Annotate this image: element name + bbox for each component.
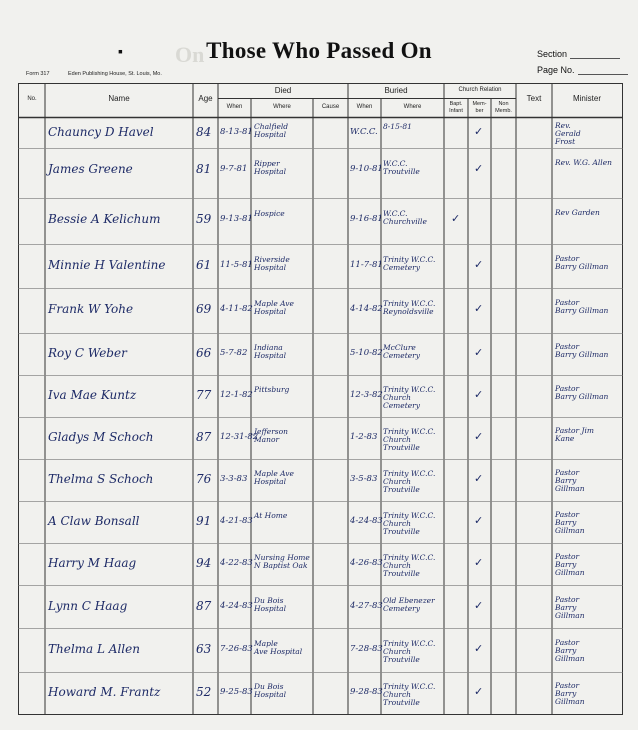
entry-buried-where: Trinity W.C.C. Church Troutville xyxy=(383,427,436,452)
entry-died-when: 12-31-82 xyxy=(220,432,259,442)
entry-minister: Rev. Gerald Frost xyxy=(555,121,581,146)
header-non-member: Non Memb. xyxy=(495,101,512,114)
entry-minister: Rev. W.G. Allen xyxy=(555,158,612,167)
entry-buried-when: 9-10-81 xyxy=(350,164,383,174)
entry-name: Thelma L Allen xyxy=(48,642,140,656)
entry-minister: Pastor Barry Gillman xyxy=(555,342,609,359)
entry-buried-where: McClure Cemetery xyxy=(383,343,421,360)
entry-died-where: Maple Ave Hospital xyxy=(254,639,303,656)
entry-name: Howard M. Frantz xyxy=(48,685,161,699)
header-bapt-infant: Bapt. Infant xyxy=(449,101,463,114)
entry-buried-when: W.C.C. xyxy=(350,127,378,137)
entry-member-check: ✓ xyxy=(474,472,484,485)
entry-age: 87 xyxy=(196,598,212,613)
header-text: Text xyxy=(526,94,542,103)
entry-age: 87 xyxy=(196,430,212,444)
entry-age: 63 xyxy=(196,642,212,656)
header-minister: Minister xyxy=(572,94,601,103)
entry-name: Gladys M Schoch xyxy=(48,430,154,444)
entry-member-check: ✓ xyxy=(474,685,484,698)
entry-member-check: ✓ xyxy=(474,514,484,527)
entry-name: Minnie H Valentine xyxy=(48,258,166,272)
entry-buried-when: 4-27-83 xyxy=(350,600,383,611)
entry-name: Frank W Yohe xyxy=(48,302,134,316)
bleed-through-text: On xyxy=(175,42,205,67)
entry-buried-where: 8-15-81 xyxy=(383,122,412,131)
entry-died-when: 11-5-81 xyxy=(220,260,253,270)
header-cause: Cause xyxy=(321,104,340,110)
entry-buried-where: Trinity W.C.C. Church Cemetery xyxy=(383,385,436,410)
entry-buried-where: Trinity W.C.C. Church Troutville xyxy=(383,511,436,536)
entry-minister: Pastor Barry Gillman xyxy=(555,638,585,663)
header-died-where: Where xyxy=(273,104,291,110)
entry-died-when: 3-3-83 xyxy=(220,474,248,484)
entry-member-check: ✓ xyxy=(474,162,484,175)
entry-name: Harry M Haag xyxy=(48,556,137,570)
entry-buried-where: Trinity W.C.C. Church Troutville xyxy=(383,682,436,707)
entry-died-where: Du Bois Hospital xyxy=(254,595,286,613)
entry-buried-when: 1-2-83 xyxy=(350,432,378,442)
entry-died-where: Maple Ave Hospital xyxy=(254,469,294,486)
entry-member-check: ✓ xyxy=(474,302,484,315)
entry-minister: Pastor Barry Gillman xyxy=(555,510,585,535)
entry-died-when: 4-21-83 xyxy=(220,516,253,526)
entry-buried-when: 3-5-83 xyxy=(350,474,378,484)
entry-buried-when: 12-3-82 xyxy=(350,390,383,400)
page-title: Those Who Passed On xyxy=(206,38,432,63)
entry-died-when: 12-1-82 xyxy=(220,390,253,400)
entry-minister: Pastor Barry Gillman xyxy=(555,552,585,577)
entry-died-when: 8-13-81 xyxy=(220,127,253,137)
entry-minister: Pastor Barry Gillman xyxy=(555,594,585,620)
header-buried: Buried xyxy=(384,86,408,95)
entry-minister: Pastor Barry Gillman xyxy=(555,254,609,271)
entry-age: 76 xyxy=(196,472,212,486)
entry-name: Roy C Weber xyxy=(48,346,127,360)
entry-name: Chauncy D Havel xyxy=(48,125,154,139)
entry-member-check: ✓ xyxy=(474,125,484,138)
entry-buried-when: 4-26-83 xyxy=(350,558,383,568)
entry-age: 77 xyxy=(196,388,212,402)
entry-died-where: At Home xyxy=(254,511,288,520)
entry-name: Iva Mae Kuntz xyxy=(48,388,137,402)
entry-died-where: Du Bois Hospital xyxy=(254,682,286,699)
entry-died-when: 9-13-81 xyxy=(220,214,253,224)
entry-name: Lynn C Haag xyxy=(48,598,128,613)
entry-buried-when: 9-28-83 xyxy=(350,687,383,697)
entry-minister: Pastor Barry Gillman xyxy=(555,468,585,493)
header-buried-where: Where xyxy=(403,104,422,110)
entry-buried-when: 4-14-82 xyxy=(350,304,383,314)
entry-buried-where: Trinity W.C.C. Church Troutville xyxy=(383,469,436,494)
entry-member-check: ✓ xyxy=(474,642,484,655)
entry-died-where: Jefferson Manor xyxy=(254,427,288,444)
entry-buried-where: Old Ebenezer Cemetery xyxy=(383,595,435,613)
entry-age: 59 xyxy=(196,212,212,226)
entry-member-check: ✓ xyxy=(474,346,484,359)
header-member: Mem- ber xyxy=(472,101,487,114)
entry-name: Bessie A Kelichum xyxy=(48,212,161,226)
entry-died-when: 4-22-83 xyxy=(220,558,253,568)
entry-minister: Pastor Barry Gillman xyxy=(555,681,585,706)
entry-buried-where: Trinity W.C.C. Cemetery xyxy=(383,255,436,272)
entry-buried-when: 4-24-83 xyxy=(350,516,383,526)
entry-died-when: 4-11-82 xyxy=(220,304,253,314)
entry-died-when: 7-26-83 xyxy=(220,644,253,654)
entry-member-check: ✓ xyxy=(474,556,484,569)
entry-name: James Greene xyxy=(48,162,133,176)
entry-died-where: Maple Ave Hospital xyxy=(254,299,294,316)
page-dot: ▪ xyxy=(118,45,123,60)
entry-name: Thelma S Schoch xyxy=(48,472,154,486)
entry-age: 84 xyxy=(196,125,212,139)
header-died: Died xyxy=(274,86,292,95)
entry-age: 81 xyxy=(196,162,212,176)
entry-minister: Pastor Barry Gillman xyxy=(555,384,609,401)
form-number: Form 317 xyxy=(26,71,50,77)
entry-age: 91 xyxy=(196,514,212,528)
entry-died-when: 5-7-82 xyxy=(220,348,248,358)
entry-buried-where: W.C.C. Churchville xyxy=(383,209,427,226)
entry-age: 66 xyxy=(196,346,212,360)
entry-buried-when: 7-28-83 xyxy=(350,644,383,654)
entry-died-when: 9-25-83 xyxy=(220,687,253,697)
entry-age: 94 xyxy=(196,556,212,570)
entry-bapt-check: ✓ xyxy=(451,212,461,225)
entry-age: 61 xyxy=(196,258,212,272)
entry-buried-where: Trinity W.C.C. Church Troutville xyxy=(383,639,436,664)
section-label: Section xyxy=(537,49,568,59)
entry-member-check: ✓ xyxy=(474,388,484,401)
entry-buried-when: 5-10-82 xyxy=(350,348,383,358)
entry-age: 52 xyxy=(196,685,212,699)
entry-member-check: ✓ xyxy=(474,430,484,443)
entry-died-where: Indiana Hospital xyxy=(254,343,286,360)
entry-name: A Claw Bonsall xyxy=(48,514,140,528)
publisher: Eden Publishing House, St. Louis, Mo. xyxy=(68,71,162,77)
entry-died-where: Chalfield Hospital xyxy=(254,122,289,139)
entry-minister: Rev Garden xyxy=(555,208,600,217)
entry-age: 69 xyxy=(196,302,212,316)
header-died-when: When xyxy=(226,104,243,110)
entry-member-check: ✓ xyxy=(474,598,484,612)
entry-died-where: Riverside Hospital xyxy=(254,255,290,272)
header-age: Age xyxy=(198,94,213,103)
entry-buried-when: 9-16-81 xyxy=(350,214,383,224)
entry-minister: Pastor Jim Kane xyxy=(555,426,595,443)
entry-minister: Pastor Barry Gillman xyxy=(555,298,609,315)
header-buried-when: When xyxy=(356,104,373,110)
entry-buried-when: 11-7-81 xyxy=(350,260,383,270)
entry-died-when: 4-24-83 xyxy=(220,600,253,611)
header-no: No. xyxy=(27,96,37,102)
entry-member-check: ✓ xyxy=(474,258,484,271)
entry-died-where: Ripper Hospital xyxy=(254,159,286,176)
entry-died-where: Pittsburg xyxy=(254,385,290,394)
entry-died-when: 9-7-81 xyxy=(220,164,248,174)
entry-buried-where: Trinity W.C.C. Reynoldsville xyxy=(383,299,436,316)
entry-buried-where: W.C.C. Troutville xyxy=(383,159,420,176)
header-church-relation: Church Relation xyxy=(458,87,502,93)
entry-buried-where: Trinity W.C.C. Church Troutville xyxy=(383,553,436,578)
header-name: Name xyxy=(108,94,130,103)
entry-died-where: Nursing Home N Baptist Oak xyxy=(254,553,310,570)
entry-died-where: Hospice xyxy=(254,209,285,218)
page-number-label: Page No. xyxy=(537,65,575,75)
